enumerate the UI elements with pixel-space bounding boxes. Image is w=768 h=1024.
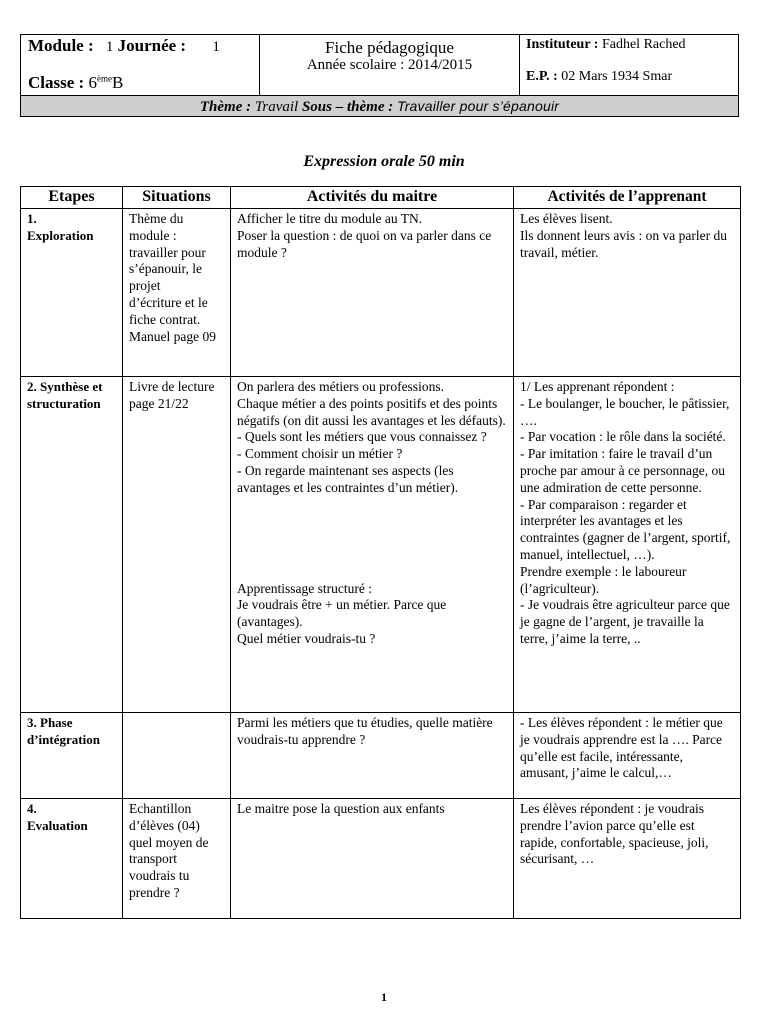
header-fiche-cell: [260, 35, 520, 95]
situation-cell-line: s’épanouir, le projet: [129, 261, 202, 294]
classe-label: Classe :: [28, 73, 85, 92]
apprenant-cell-line: - Par vocation : le rôle dans la société.: [520, 429, 726, 445]
apprenant-cell: [514, 713, 741, 799]
step-cell-line: 2. Synthèse et structuration: [27, 379, 103, 411]
maitre-cell-line: Afficher le titre du module au TN.: [237, 211, 423, 226]
maitre-cell: [231, 209, 514, 377]
step-cell-line: 1.: [27, 211, 37, 226]
step-cell: [21, 713, 123, 799]
situation-cell: [123, 799, 231, 919]
maitre-cell: [231, 799, 514, 919]
maitre-cell-line: - Quels sont les métiers que vous connaissez ?: [237, 429, 487, 445]
apprenant-cell: [514, 377, 741, 713]
module-label: Module :: [28, 36, 94, 55]
situation-cell: [123, 713, 231, 799]
table-row: [21, 377, 741, 713]
situation-cell-line: travailler pour: [129, 244, 206, 260]
situation-cell-line: d’écriture et le fiche contrat.: [129, 294, 208, 327]
header-instituteur-cell: [520, 35, 738, 95]
table-row: [21, 713, 741, 799]
ep-label: E.P. :: [526, 69, 558, 84]
table-header-row: [21, 187, 741, 209]
maitre-cell: [231, 377, 514, 713]
col-header-maitre: Activités du maitre: [231, 187, 514, 209]
classe-line: [28, 73, 123, 93]
classe-sup: ème: [96, 73, 112, 84]
situation-cell: [123, 377, 231, 713]
classe-number: 6: [88, 73, 97, 92]
table-row: [21, 799, 741, 919]
module-value: 1: [105, 39, 114, 55]
header-module-cell: [21, 35, 260, 95]
theme-label: Thème :: [199, 99, 252, 115]
instituteur-value: Fadhel Rached: [601, 37, 686, 52]
page-number: 1: [381, 990, 387, 1004]
classe-group: B: [111, 73, 124, 92]
fiche-title: Fiche pédagogique: [325, 38, 454, 57]
apprenant-cell-line: Les élèves lisent.: [520, 211, 613, 226]
step-cell-line: 3. Phase d’intégration: [27, 715, 100, 747]
apprenant-cell-line: Ils donnent leurs avis : on va parler du travail, métier.: [520, 227, 727, 260]
table-row: [21, 209, 741, 377]
journee-label: Journée :: [117, 36, 187, 55]
step-cell-line: Exploration: [27, 227, 94, 243]
col-header-situations: Situations: [123, 187, 231, 209]
module-line: [28, 36, 220, 56]
maitre-cell-line: Chaque métier a des points positifs et des points négatifs (on dit aussi les avantages et les défauts).: [237, 395, 506, 428]
apprenant-cell-line: - Par imitation : faire le travail d’un proche par amour à ce personnage, ou une admiration de cette personne.: [520, 446, 726, 495]
theme-bar: [20, 96, 739, 117]
step-cell-line: Evaluation: [27, 817, 88, 833]
situation-cell-line: Livre de lecture page 21/22: [129, 379, 215, 411]
maitre-cell-line: - On regarde maintenant ses aspects (les avantages et les contraintes d’un métier).: [237, 462, 459, 495]
apprenant-cell: [514, 209, 741, 377]
apprenant-cell-line: Les élèves répondent : je voudrais prendre l’avion parce qu’elle est rapide, confortable, spacieuse, joli, sécurisant, …: [520, 801, 709, 867]
maitre-cell-line: Parmi les métiers que tu étudies, quelle matière voudrais-tu apprendre ?: [237, 715, 493, 747]
ep-line: [526, 69, 672, 85]
apprenant-cell-line: - Par comparaison : regarder et interpréter les avantages et les contraintes (gagner de l’argent, sportif, manuel, intellectuel, …).: [520, 496, 731, 562]
step-cell: [21, 209, 123, 377]
instituteur-line: [526, 37, 686, 53]
lesson-table: [20, 186, 741, 919]
maitre-cell-line: Poser la question : de quoi on va parler dans ce module ?: [237, 227, 492, 260]
ep-value: 02 Mars 1934 Smar: [561, 69, 673, 84]
apprenant-cell-line: - Les élèves répondent : le métier que je voudrais apprendre est la …. Parce qu’elle est facile, intéressante, amusant, j’aime le calcul,…: [520, 715, 723, 781]
situation-cell-line: Thème du module :: [129, 211, 184, 243]
theme-value: Travail: [254, 99, 299, 115]
journee-value: 1: [212, 39, 220, 55]
spacer: [237, 497, 507, 581]
section-title: Expression orale 50 min: [303, 153, 465, 170]
step-cell: [21, 377, 123, 713]
situation-cell: [123, 209, 231, 377]
apprenant-cell: [514, 799, 741, 919]
col-header-etapes: Etapes: [21, 187, 123, 209]
col-header-apprenant: Activités de l’apprenant: [514, 187, 741, 209]
situation-cell-line: Echantillon d’élèves (04) quel moyen de transport voudrais tu prendre ?: [129, 801, 209, 900]
apprenant-cell-line: - Je voudrais être agriculteur parce que je gagne de l’argent, je travaille la terre, j’aime la terre, ..: [520, 597, 730, 646]
maitre-cell-line: Je voudrais être + un métier. Parce que (avantages).: [237, 597, 447, 630]
maitre-cell-line: On parlera des métiers ou professions.: [237, 379, 444, 394]
apprenant-cell-line: Prendre exemple : le laboureur (l’agriculteur).: [520, 563, 687, 596]
apprenant-cell-line: 1/ Les apprenant répondent :: [520, 379, 675, 394]
maitre-cell: [231, 713, 514, 799]
instituteur-label: Instituteur :: [526, 37, 599, 52]
step-cell: [21, 799, 123, 919]
maitre-cell-line: - Comment choisir un métier ?: [237, 446, 403, 462]
header-box: [20, 34, 739, 96]
sous-theme-label: Sous – thème :: [301, 99, 394, 115]
maitre-cell-line: Le maitre pose la question aux enfants: [237, 801, 445, 816]
maitre-cell-line: Quel métier voudrais-tu ?: [237, 630, 376, 646]
table-body: [21, 209, 741, 919]
situation-cell-line: Manuel page 09: [129, 328, 216, 344]
maitre-cell-line: Apprentissage structuré :: [237, 580, 372, 596]
sous-theme-value: Travailler pour s’épanouir: [396, 98, 560, 114]
annee-scolaire: Année scolaire : 2014/2015: [306, 57, 473, 73]
apprenant-cell-line: - Le boulanger, le boucher, le pâtissier, ….: [520, 395, 730, 428]
step-cell-line: 4.: [27, 801, 37, 816]
